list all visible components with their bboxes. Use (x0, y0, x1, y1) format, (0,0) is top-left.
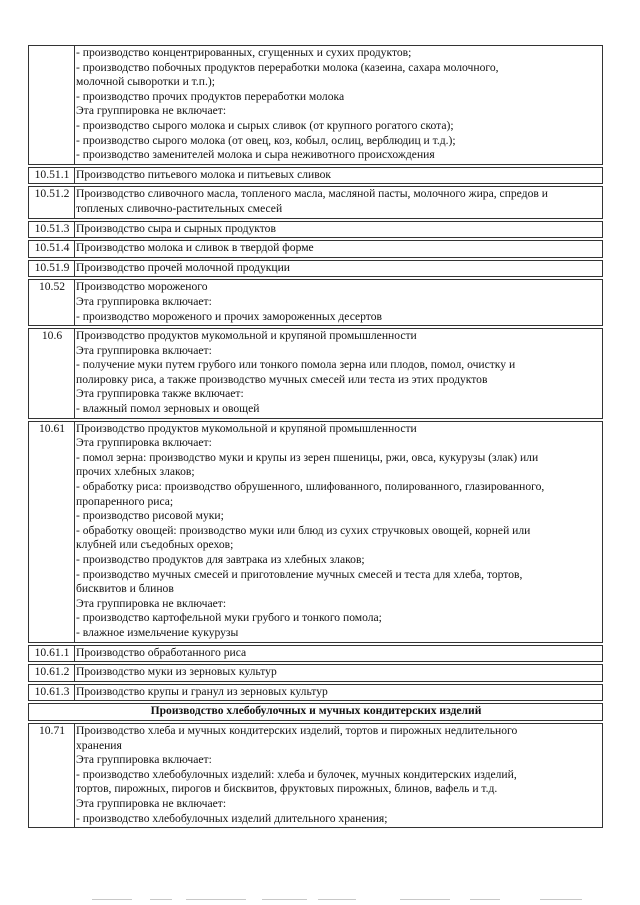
class-code: 10.51.3 (29, 221, 75, 238)
classification-row (29, 46, 603, 165)
description-line: - получение муки путем грубого или тонкого помола зерна или плодов, помол, очистку и (76, 358, 516, 372)
class-code: 10.51.4 (29, 241, 75, 258)
description-line: - производство хлебобулочных изделий: хлеба и булочек, мучных кондитерских изделий, (76, 767, 517, 781)
class-description (75, 645, 603, 662)
description-line: Производство крупы и гранул из зерновых культур (76, 684, 328, 698)
description-line: Производство сыра и сырных продуктов (76, 221, 276, 235)
classification-row (29, 723, 603, 827)
classification-row (29, 280, 603, 326)
class-description (75, 187, 603, 218)
class-description (75, 684, 603, 701)
class-description (75, 329, 603, 419)
classification-row (29, 645, 603, 662)
classification-row (29, 260, 603, 277)
description-line: Эта группировка не включает: (76, 596, 227, 610)
description-line: Производство молока и сливок в твердой форме (76, 241, 314, 255)
description-line: прочих хлебных злаков; (76, 465, 195, 479)
class-code: 10.61.3 (29, 684, 75, 701)
class-code: 10.51.9 (29, 260, 75, 277)
description-line: Эта группировка включает: (76, 436, 212, 450)
classification-row (29, 421, 603, 642)
description-line: - производство заменителей молока и сыра неживотного происхождения (76, 148, 435, 162)
description-line: - производство хлебобулочных изделий длительного хранения; (76, 811, 388, 825)
description-line: тортов, пирожных, пирогов и бисквитов, фруктовых пирожных, блинов, вафель и т.д. (76, 782, 498, 796)
scan-artifact-lines (0, 893, 640, 905)
description-line: Производство сливочного масла, топленого масла, масляной пасты, молочного жира, спредов и (76, 187, 548, 201)
document-page (28, 45, 603, 828)
class-description (75, 46, 603, 165)
description-line: - производство мучных смесей и приготовление мучных смесей и теста для хлеба, тортов, (76, 567, 523, 581)
classification-row (29, 684, 603, 701)
description-line: Эта группировка включает: (76, 343, 212, 357)
description-line: - производство картофельной муки грубого и тонкого помола; (76, 611, 382, 625)
description-line: - влажный помол зерновых и овощей (76, 402, 260, 416)
description-line: бисквитов и блинов (76, 582, 174, 596)
description-line: Эта группировка также включает: (76, 387, 244, 401)
class-description (75, 241, 603, 258)
description-line: Производство продуктов мукомольной и крупяной промышленности (76, 329, 417, 343)
description-line: - производство прочих продуктов переработки молока (76, 89, 345, 103)
class-code: 10.51.1 (29, 167, 75, 184)
class-description (75, 260, 603, 277)
description-line: Производство прочей молочной продукции (76, 260, 290, 274)
classification-row (29, 221, 603, 238)
description-line: - производство продуктов для завтрака из хлебных злаков; (76, 553, 365, 566)
class-code: 10.52 (29, 280, 75, 326)
class-description (75, 167, 603, 184)
description-line: - производство сырого молока (от овец, коз, кобыл, ослиц, верблюдиц и т.д.); (76, 133, 456, 147)
description-line: Производство питьевого молока и питьевых сливок (76, 167, 332, 181)
class-code: 10.61 (29, 421, 75, 642)
description-line: - обработку овощей: производство муки или блюд из сухих стручковых овощей, корней или (76, 523, 531, 537)
description-line: - производство концентрированных, сгущенных и сухих продуктов; (76, 46, 412, 59)
description-line: пропаренного риса; (76, 494, 174, 508)
description-line: Производство мороженого (76, 280, 208, 294)
description-line: Производство хлеба и мучных кондитерских изделий, тортов и пирожных недлительного (76, 723, 518, 737)
description-line: - помол зерна: производство муки и крупы из зерен пшеницы, ржи, овса, кукурузы (злак) или (76, 450, 539, 464)
description-line: - производство мороженого и прочих замороженных десертов (76, 309, 382, 323)
class-code: 10.61.2 (29, 665, 75, 682)
description-line: Производство муки из зерновых культур (76, 665, 277, 679)
class-code: 10.71 (29, 723, 75, 827)
description-line: молочной сыворотки и т.п.); (76, 75, 215, 89)
class-description (75, 221, 603, 238)
classification-row (29, 167, 603, 184)
okved-classification-table (28, 45, 603, 828)
description-line: Производство обработанного риса (76, 645, 247, 659)
description-line: хранения (76, 738, 122, 752)
description-line: Эта группировка включает: (76, 753, 212, 767)
section-heading: Производство хлебобулочных и мучных кондитерских изделий (29, 704, 603, 721)
description-line: полировку риса, а также производство мучных смесей или теста из этих продуктов (76, 372, 488, 386)
class-code: 10.61.1 (29, 645, 75, 662)
description-line: Производство продуктов мукомольной и крупяной промышленности (76, 421, 417, 435)
description-line: Эта группировка не включает: (76, 104, 227, 118)
description-line: - влажное измельчение кукурузы (76, 625, 239, 639)
class-code (29, 46, 75, 165)
description-line: - производство рисовой муки; (76, 509, 224, 523)
description-line: клубней или съедобных орехов; (76, 538, 234, 552)
class-description (75, 723, 603, 827)
description-line: топленых сливочно-растительных смесей (76, 201, 283, 215)
class-description (75, 665, 603, 682)
class-code: 10.51.2 (29, 187, 75, 218)
description-line: Эта группировка не включает: (76, 796, 227, 810)
classification-row (29, 329, 603, 419)
class-description (75, 421, 603, 642)
class-description (75, 280, 603, 326)
description-line: - производство побочных продуктов переработки молока (казеина, сахара молочного, (76, 60, 499, 74)
classification-row (29, 187, 603, 218)
description-line: - обработку риса: производство обрушенного, шлифованного, полированного, глазированного, (76, 480, 545, 494)
description-line: - производство сырого молока и сырых сливок (от крупного рогатого скота); (76, 118, 454, 132)
section-heading-row (29, 704, 603, 721)
classification-row (29, 665, 603, 682)
class-code: 10.6 (29, 329, 75, 419)
classification-row (29, 241, 603, 258)
description-line: Эта группировка включает: (76, 294, 212, 308)
